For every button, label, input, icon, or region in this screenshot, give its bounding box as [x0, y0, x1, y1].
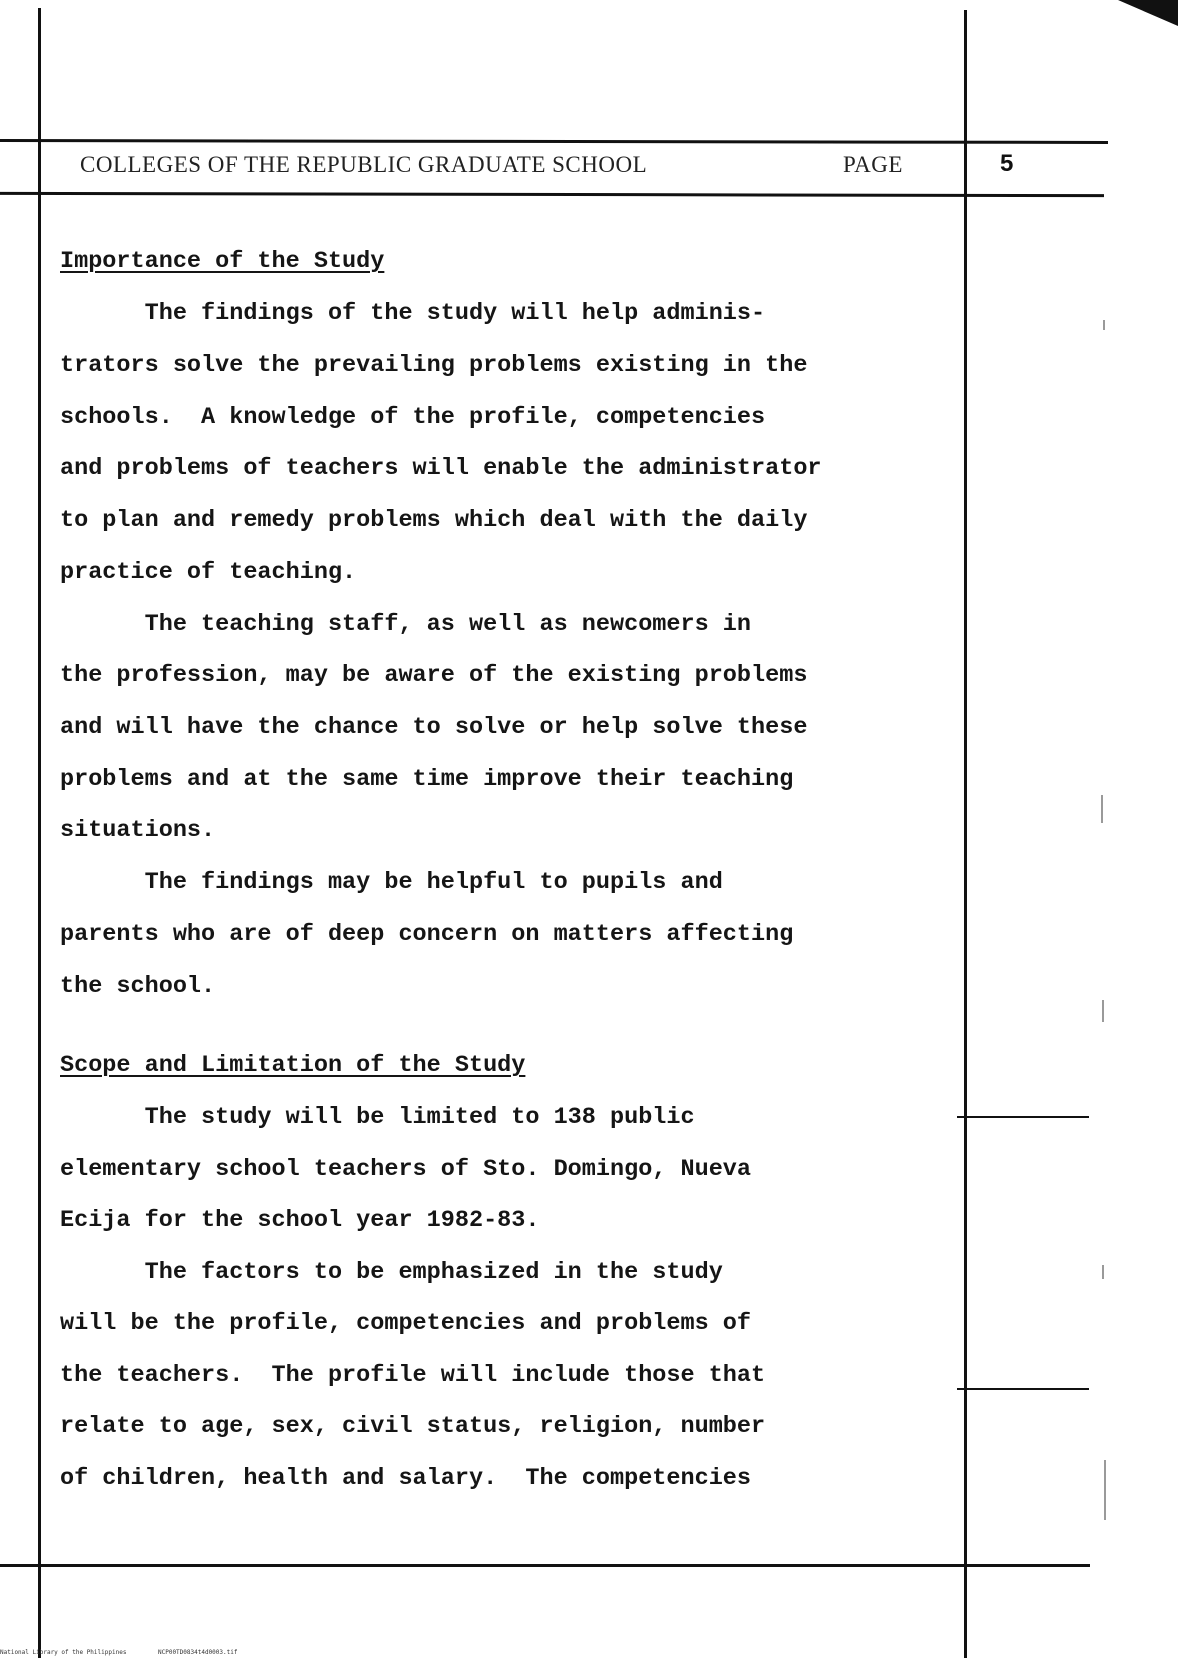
left-border-line [38, 8, 41, 1658]
header-bottom-rule [0, 192, 1104, 197]
body-text-line: the school. [60, 973, 216, 1000]
scan-artifact [1103, 320, 1105, 330]
footer-top-rule [0, 1564, 1090, 1567]
body-text-line: to plan and remedy problems which deal with the daily [60, 507, 808, 534]
body-text-line: The findings may be helpful to pupils and [60, 869, 723, 896]
institution-header: COLLEGES OF THE REPUBLIC GRADUATE SCHOOL [80, 152, 648, 177]
header-top-rule [0, 139, 1108, 144]
body-text-line: relate to age, sex, civil status, religion, number [60, 1413, 766, 1440]
body-text-line: will be the profile, competencies and problems of [60, 1310, 752, 1337]
body-text-line: of children, health and salary. The competencies [60, 1465, 752, 1492]
right-margin-tick-2 [957, 1388, 1089, 1390]
body-text-line: The findings of the study will help adminis- [60, 300, 766, 327]
page-number: 5 [1000, 150, 1014, 177]
body-text-line: The factors to be emphasized in the study [60, 1259, 723, 1286]
page-label: PAGE [843, 152, 903, 177]
section-heading: Importance of the Study [60, 248, 385, 275]
body-text-line: the teachers. The profile will include those that [60, 1362, 766, 1389]
body-text-line: situations. [60, 817, 216, 844]
body-text-line: Ecija for the school year 1982-83. [60, 1207, 540, 1234]
body-text-line: trators solve the prevailing problems existing in the [60, 352, 808, 379]
body-text-line: practice of teaching. [60, 559, 357, 586]
body-text-line: elementary school teachers of Sto. Domingo, Nueva [60, 1156, 752, 1183]
body-text-line: the profession, may be aware of the existing problems [60, 662, 808, 689]
body-text-line: parents who are of deep concern on matters affecting [60, 921, 794, 948]
body-text-line: problems and at the same time improve their teaching [60, 766, 794, 793]
body-text-line: and problems of teachers will enable the administrator [60, 455, 822, 482]
right-border-line [964, 10, 967, 1658]
scan-artifact [1102, 1000, 1104, 1022]
footer-file-name: NCP00TD0834t4d0003.tif [158, 1649, 238, 1656]
body-text-line: The teaching staff, as well as newcomers in [60, 611, 752, 638]
corner-mark [1118, 0, 1178, 26]
section-heading: Scope and Limitation of the Study [60, 1052, 526, 1079]
body-text-line: schools. A knowledge of the profile, competencies [60, 404, 766, 431]
body-text-line: The study will be limited to 138 public [60, 1104, 695, 1131]
right-margin-tick-1 [957, 1116, 1089, 1118]
scan-artifact [1102, 1265, 1104, 1279]
body-text-line: and will have the chance to solve or help solve these [60, 714, 808, 741]
scan-artifact [1101, 795, 1103, 823]
scan-artifact [1104, 1460, 1106, 1520]
footer-library-credit: National Library of the Philippines [0, 1649, 127, 1656]
